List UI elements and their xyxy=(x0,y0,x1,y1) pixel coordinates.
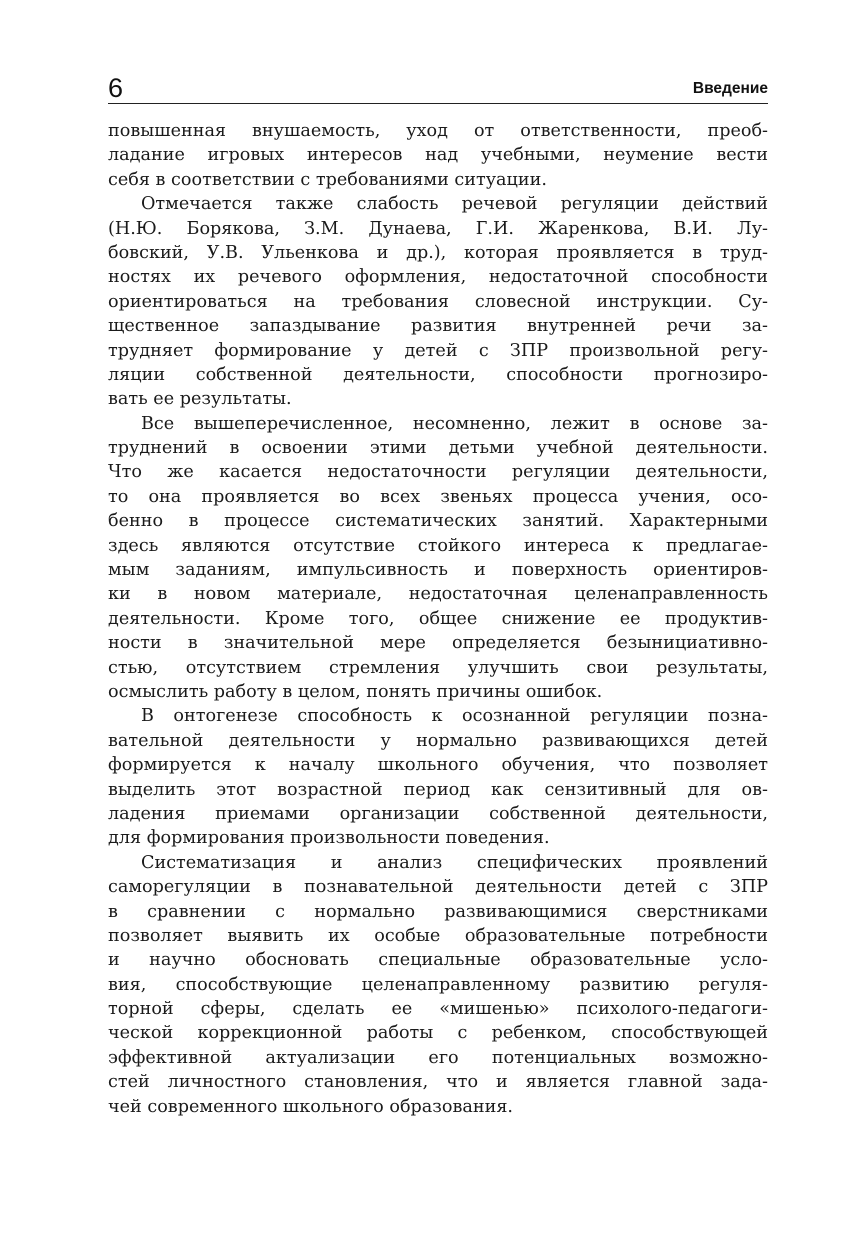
text-line: мым заданиям, импульсивность и поверхность ориентиров- xyxy=(108,560,768,581)
text-line: то она проявляется во всех звеньях процесса учения, осо- xyxy=(108,486,768,507)
paragraph xyxy=(108,851,768,1119)
text-line: бенно в процессе систематических занятий. Характерными xyxy=(108,511,768,532)
text-line: ки в новом материале, недостаточная целенаправленность xyxy=(108,584,768,605)
text-line: здесь являются отсутствие стойкого интереса к предлагае- xyxy=(108,535,768,556)
text-line: Все вышеперечисленное, несомненно, лежит в основе за- xyxy=(141,413,768,434)
text-line: позволяет выявить их особые образовательные потребности xyxy=(108,925,768,946)
page-number: 6 xyxy=(108,73,124,103)
text-line: стей личностного становления, что и является главной зада- xyxy=(108,1072,768,1093)
text-line: в сравнении с нормально развивающимися сверстниками xyxy=(108,901,768,922)
text-line: себя в соответствии с требованиями ситуации. xyxy=(108,169,547,190)
text-line: эффективной актуализации его потенциальных возможно- xyxy=(108,1047,768,1068)
paragraph xyxy=(108,192,768,412)
paragraph xyxy=(108,119,768,192)
text-line: выделить этот возрастной период как сензитивный для ов- xyxy=(108,779,768,800)
text-line: ляции собственной деятельности, способности прогнозиро- xyxy=(108,364,768,385)
text-line: стью, отсутствием стремления улучшить свои результаты, xyxy=(108,657,768,678)
text-line: осмыслить работу в целом, понять причины ошибок. xyxy=(108,681,603,702)
text-line: ности в значительной мере определяется безынициативно- xyxy=(108,633,768,654)
text-line: ладения приемами организации собственной деятельности, xyxy=(108,803,768,824)
text-line: Систематизация и анализ специфических проявлений xyxy=(141,852,768,873)
text-line: вия, способствующие целенаправленному развитию регуля- xyxy=(108,974,768,995)
text-line: саморегуляции в познавательной деятельности детей с ЗПР xyxy=(108,877,768,898)
text-line: В онтогенезе способность к осознанной регуляции позна- xyxy=(141,706,768,727)
text-line: ческой коррекционной работы с ребенком, способствующей xyxy=(108,1023,768,1044)
text-line: и научно обосновать специальные образовательные усло- xyxy=(108,950,768,971)
text-line: чей современного школьного образования. xyxy=(108,1096,514,1117)
text-line: трудняет формирование у детей с ЗПР произвольной регу- xyxy=(108,340,768,361)
running-head: Введение xyxy=(692,80,768,97)
body-text xyxy=(108,119,768,1119)
text-line: бовский, У.В. Ульенкова и др.), которая проявляется в труд- xyxy=(108,242,768,263)
text-line: Отмечается также слабость речевой регуляции действий xyxy=(141,194,768,215)
text-line: ориентироваться на требования словесной инструкции. Су- xyxy=(108,291,768,312)
text-line: труднений в освоении этими детьми учебной деятельности. xyxy=(108,438,768,459)
text-line: для формирования произвольности поведения. xyxy=(108,828,550,849)
paragraph xyxy=(108,704,768,850)
text-line: деятельности. Кроме того, общее снижение ее продуктив- xyxy=(108,608,768,629)
text-line: Что же касается недостаточности регуляции деятельности, xyxy=(108,462,768,483)
paragraph xyxy=(108,412,768,705)
text-line: формируется к началу школьного обучения, что позволяет xyxy=(108,755,768,776)
header-rule xyxy=(108,103,768,104)
text-line: повышенная внушаемость, уход от ответственности, преоб- xyxy=(108,121,768,141)
text-line: ностях их речевого оформления, недостаточной способности xyxy=(108,267,768,288)
text-line: вательной деятельности у нормально развивающихся детей xyxy=(108,730,768,751)
page-header xyxy=(108,73,768,103)
text-line: вать ее результаты. xyxy=(108,389,292,410)
text-line: торной сферы, сделать ее «мишенью» психолого-педагоги- xyxy=(108,999,768,1020)
text-line: щественное запаздывание развития внутренней речи за- xyxy=(108,316,768,337)
text-line: (Н.Ю. Борякова, З.М. Дунаева, Г.И. Жаренкова, В.И. Лу- xyxy=(108,218,768,239)
text-line: ладание игровых интересов над учебными, неумение вести xyxy=(108,145,768,166)
